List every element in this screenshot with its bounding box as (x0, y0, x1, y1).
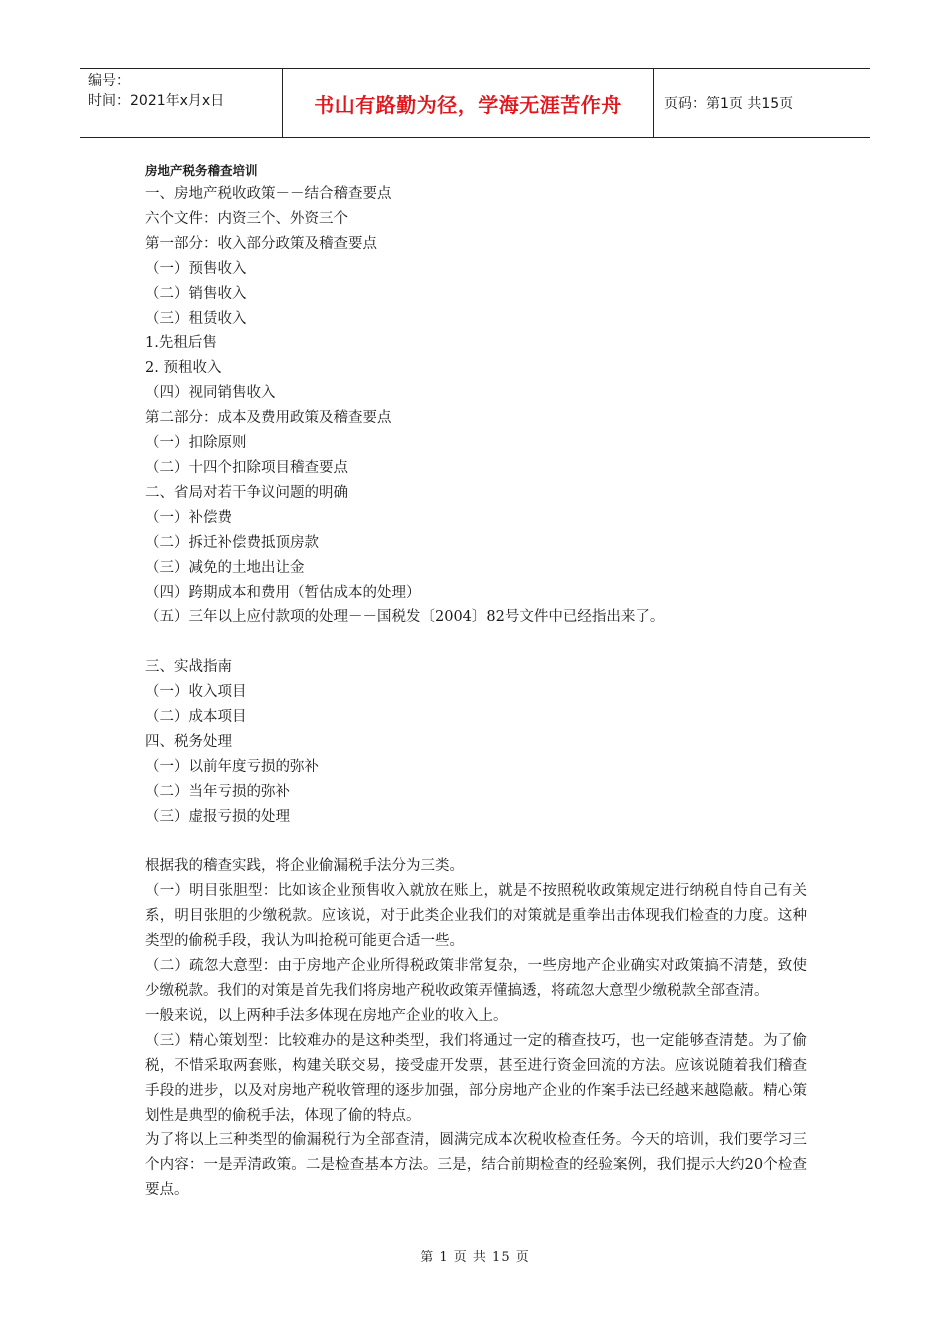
outline-line: （一）补偿费 (145, 509, 232, 526)
outline-line: （一）以前年度亏损的弥补 (145, 758, 319, 775)
body-paragraph: 一般来说，以上两种手法多体现在房地产企业的收入上。 (145, 1007, 508, 1024)
outline-line: 六个文件：内资三个、外资三个 (145, 210, 348, 227)
outline-line: 四、税务处理 (145, 733, 232, 750)
header-motto: 书山有路勤为径，学海无涯苦作舟 (282, 69, 654, 137)
header-meta (80, 69, 282, 137)
outline-line: （二）当年亏损的弥补 (145, 783, 290, 800)
page-footer: 第 1 页 共 15 页 (420, 1250, 530, 1265)
document-body (145, 160, 807, 1203)
body-paragraph: （二）疏忽大意型：由于房地产企业所得税政策非常复杂，一些房地产企业确实对政策搞不清楚，致使少缴税款。我们的对策是首先我们将房地产税收政策弄懂搞透，将疏忽大意型少缴税款全部查清。 (145, 958, 807, 999)
body-paragraph: （一）明目张胆型：比如该企业预售收入就放在账上，就是不按照税收政策规定进行纳税自恃自己有关系，明目张胆的少缴税款。应该说，对于此类企业我们的对策就是重拳出击体现我们检查的力度。这种类型的偷税手段，我认为叫抢税可能更合适一些。 (145, 883, 807, 950)
outline-line: （五）三年以上应付款项的处理－－国税发〔2004〕82号文件中已经指出来了。 (145, 609, 665, 626)
outline-line: 2. 预租收入 (145, 360, 222, 377)
outline-line: （四）跨期成本和费用（暂估成本的处理） (145, 584, 421, 601)
time-label: 时间：2021年x月x日 (88, 93, 225, 109)
body-paragraphs (145, 854, 807, 1203)
page-header (80, 68, 870, 138)
document-title: 房地产税务稽查培训 (145, 163, 258, 178)
outline-line: 二、省局对若干争议问题的明确 (145, 484, 348, 501)
outline-line: 第二部分：成本及费用政策及稽查要点 (145, 410, 392, 427)
outline-line: 三、实战指南 (145, 659, 232, 676)
outline-line: 第一部分：收入部分政策及稽查要点 (145, 235, 377, 252)
blank-line (145, 830, 807, 855)
outline-line: （一）扣除原则 (145, 435, 247, 452)
outline-line: （三）租赁收入 (145, 310, 247, 327)
outline-line: （四）视同销售收入 (145, 385, 276, 402)
outline-line: （二）拆迁补偿费抵顶房款 (145, 534, 319, 551)
outline-list (145, 182, 807, 854)
outline-line: （三）虚报亏损的处理 (145, 808, 290, 825)
outline-line: （二）成本项目 (145, 709, 247, 726)
body-paragraph: （三）精心策划型：比较难办的是这种类型，我们将通过一定的稽查技巧，也一定能够查清楚。为了偷税，不惜采取两套账，构建关联交易，接受虚开发票，甚至进行资金回流的方法。应该说随着我们稽查手段的进步，以及对房地产税收管理的逐步加强，部分房地产企业的作案手法已经越来越隐蔽。精心策划性是典型的偷税手法，体现了偷的特点。 (145, 1032, 807, 1124)
outline-line: （二）销售收入 (145, 285, 247, 302)
outline-line: （一）收入项目 (145, 684, 247, 701)
outline-line: （二）十四个扣除项目稽查要点 (145, 459, 348, 476)
outline-line: （三）减免的土地出让金 (145, 559, 305, 576)
outline-line: 1.先租后售 (145, 335, 217, 352)
outline-line: 一、房地产税收政策－－结合稽查要点 (145, 186, 392, 202)
number-label: 编号： (88, 73, 130, 89)
body-paragraph: 为了将以上三种类型的偷漏税行为全部查清，圆满完成本次税收检查任务。今天的培训，我们要学习三个内容：一是弄清政策。二是检查基本方法。三是，结合前期检查的经验案例，我们提示大约20个检查要点。 (145, 1132, 807, 1199)
blank-line (145, 630, 807, 655)
body-paragraph: 根据我的稽查实践，将企业偷漏税手法分为三类。 (145, 858, 464, 875)
header-page-label: 页码：第1页 共15页 (664, 96, 794, 112)
outline-line: （一）预售收入 (145, 260, 247, 277)
